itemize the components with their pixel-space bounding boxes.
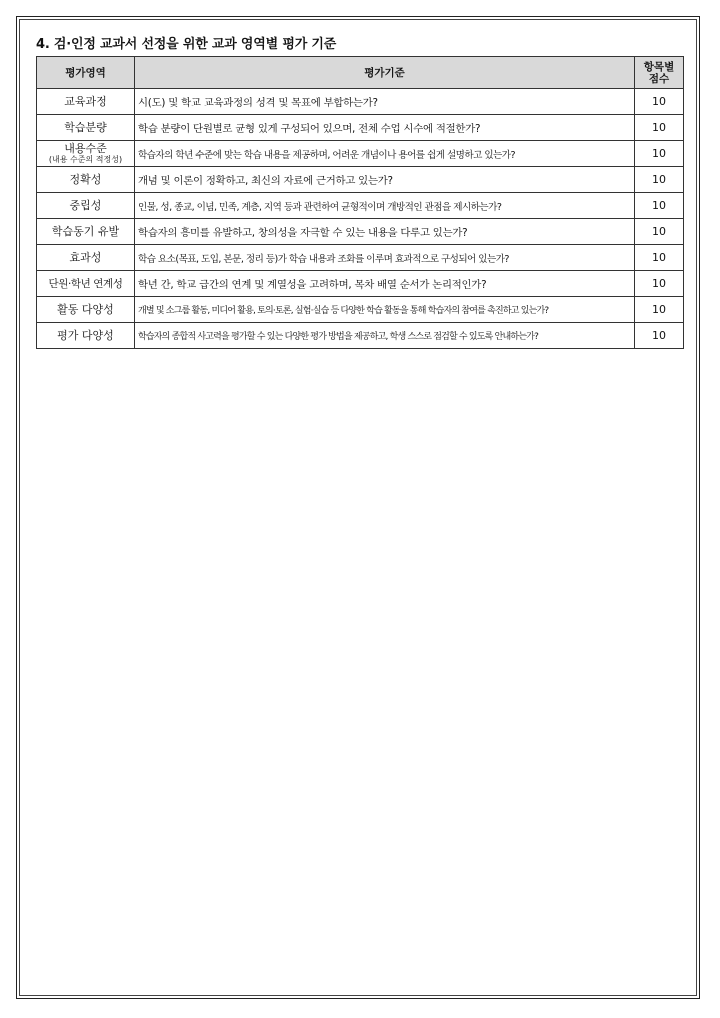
row-criteria: 개념 및 이론이 정확하고, 최신의 자료에 근거하고 있는가? [135, 167, 635, 193]
row-criteria: 학습자의 흥미를 유발하고, 창의성을 자극할 수 있는 내용을 다루고 있는가? [135, 219, 635, 245]
row-score: 10 [635, 245, 684, 271]
row-criteria: 학습자의 종합적 사고력을 평가할 수 있는 다양한 평가 방법을 제공하고, 학생 스스로 점검할 수 있도록 안내하는가? [135, 323, 635, 349]
header-criteria: 평가기준 [135, 57, 635, 89]
table-row [37, 323, 684, 349]
row-area: 활동 다양성 [37, 297, 135, 323]
row-criteria: 학습자의 학년 수준에 맞는 학습 내용을 제공하며, 어려운 개념이나 용어를 쉽게 설명하고 있는가? [135, 141, 635, 167]
row-score: 10 [635, 271, 684, 297]
header-score-line2: 점수 [648, 72, 670, 85]
row-score: 10 [635, 167, 684, 193]
header-score [635, 57, 684, 89]
row-score: 10 [635, 323, 684, 349]
row-area: 학습동기 유발 [37, 219, 135, 245]
row-score: 10 [635, 297, 684, 323]
row-criteria: 학습 분량이 단원별로 균형 있게 구성되어 있으며, 전체 수업 시수에 적절한가? [135, 115, 635, 141]
evaluation-criteria-table [36, 56, 684, 349]
row-area: 단원·학년 연계성 [37, 271, 135, 297]
row-criteria: 학습 요소(목표, 도입, 본문, 정리 등)가 학습 내용과 조화를 이루며 효과적으로 구성되어 있는가? [135, 245, 635, 271]
section-title: 4. 검·인정 교과서 선정을 위한 교과 영역별 평가 기준 [36, 37, 337, 52]
row-criteria: 인물, 성, 종교, 이념, 민족, 계층, 지역 등과 관련하여 균형적이며 개방적인 관점을 제시하는가? [135, 193, 635, 219]
row-criteria: 시(도) 및 학교 교육과정의 성격 및 목표에 부합하는가? [135, 89, 635, 115]
table-row [37, 245, 684, 271]
table-row [37, 297, 684, 323]
table-row [37, 141, 684, 167]
row-score: 10 [635, 89, 684, 115]
row-score: 10 [635, 193, 684, 219]
table-row [37, 193, 684, 219]
row-area: 효과성 [37, 245, 135, 271]
header-score-line1: 항목별 [643, 60, 675, 73]
table-row [37, 167, 684, 193]
row-area-sub: (내용 수준의 적정성) [48, 155, 123, 164]
row-criteria: 학년 간, 학교 급간의 연계 및 계열성을 고려하며, 목차 배열 순서가 논리적인가? [135, 271, 635, 297]
table-row [37, 115, 684, 141]
row-criteria: 개별 및 소그룹 활동, 미디어 활용, 토의·토론, 실험·실습 등 다양한 학습 활동을 통해 학습자의 참여를 촉진하고 있는가? [135, 297, 635, 323]
row-area-main: 내용수준 [64, 142, 107, 155]
row-area: 중립성 [37, 193, 135, 219]
row-area: 학습분량 [37, 115, 135, 141]
row-score: 10 [635, 141, 684, 167]
row-score: 10 [635, 219, 684, 245]
table-row [37, 89, 684, 115]
row-score: 10 [635, 115, 684, 141]
table-header-row [37, 57, 684, 89]
table-row [37, 219, 684, 245]
row-area: 교육과정 [37, 89, 135, 115]
row-area: 정확성 [37, 167, 135, 193]
row-area [37, 141, 135, 167]
table-row [37, 271, 684, 297]
header-area: 평가영역 [37, 57, 135, 89]
row-area: 평가 다양성 [37, 323, 135, 349]
